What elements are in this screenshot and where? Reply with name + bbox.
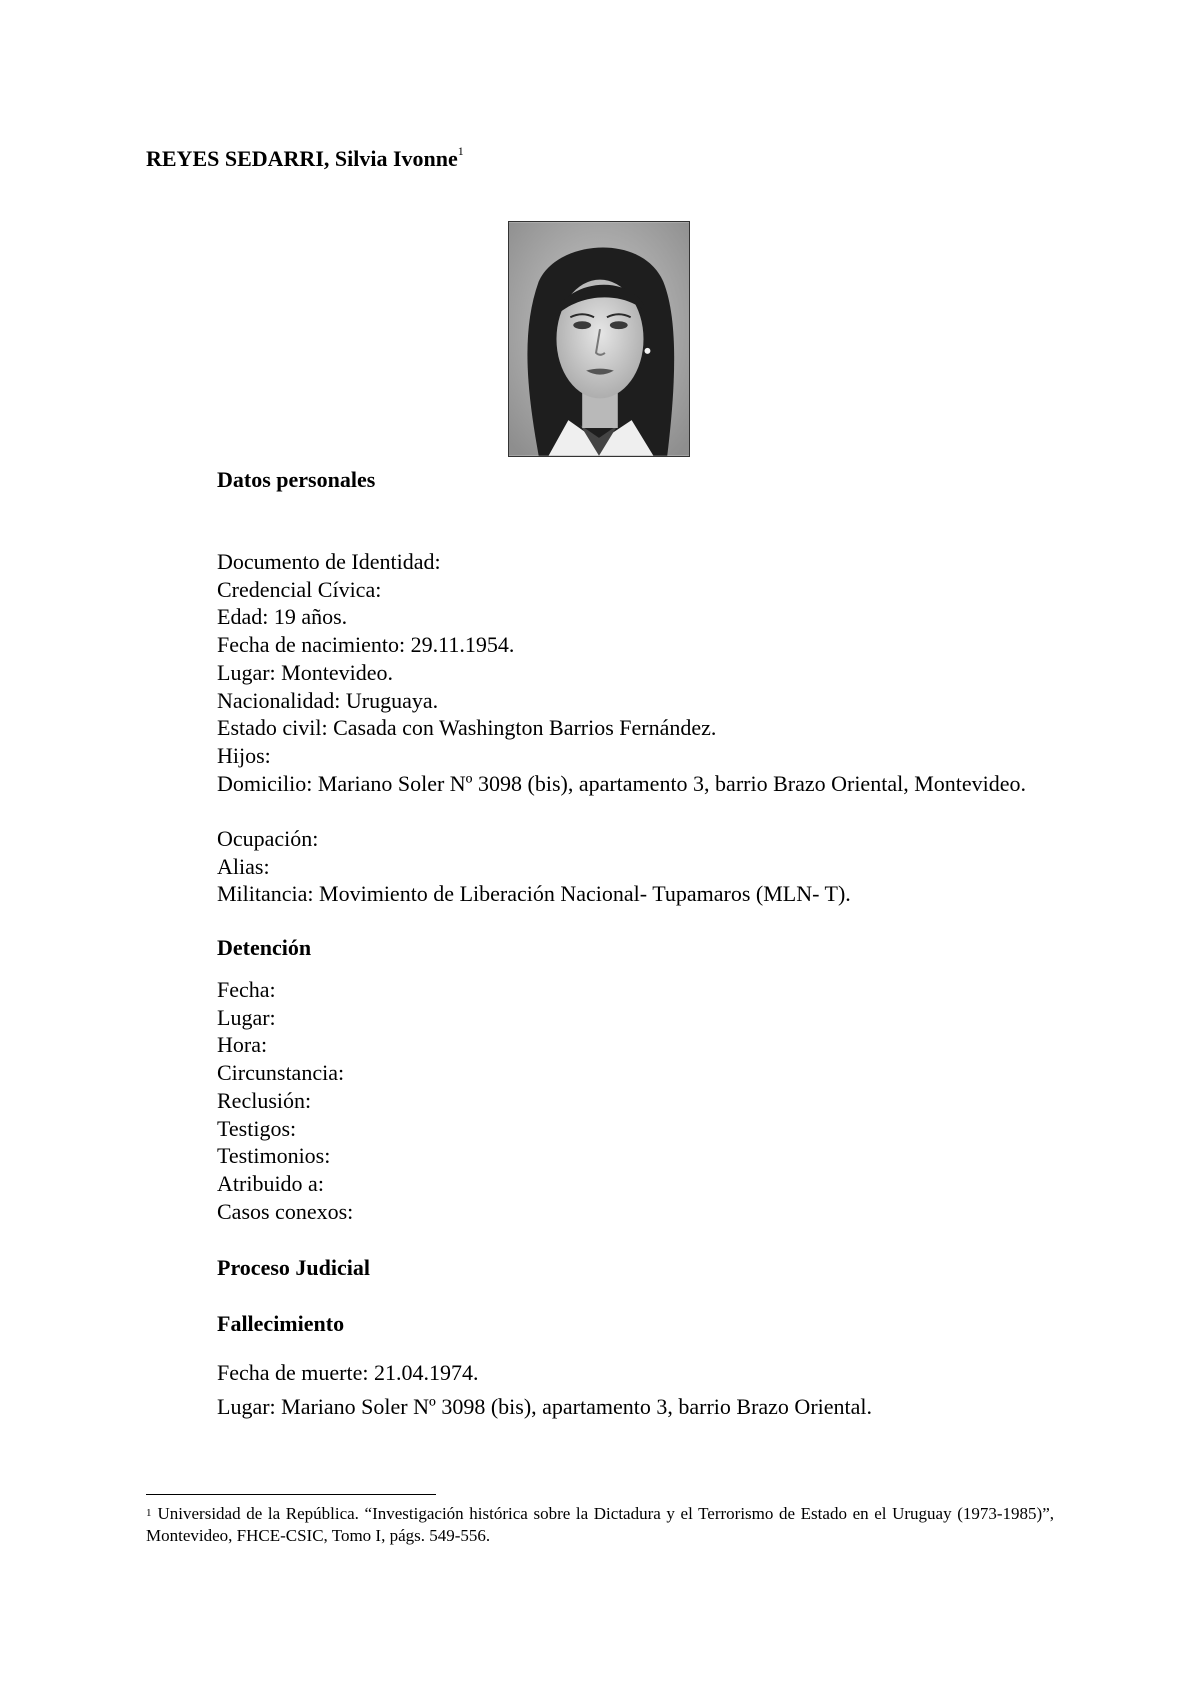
footnote xyxy=(146,1503,1054,1547)
portrait-image xyxy=(509,222,689,456)
field-lugar-detencion: Lugar: xyxy=(217,1004,276,1030)
field-documento-identidad: Documento de Identidad: xyxy=(217,549,441,574)
field-reclusion: Reclusión: xyxy=(217,1087,312,1113)
field-nacionalidad: Nacionalidad: Uruguaya. xyxy=(217,687,439,713)
field-credencial-civica: Credencial Cívica: xyxy=(217,576,382,602)
field-fecha-nacimiento: Fecha de nacimiento: 29.11.1954. xyxy=(217,632,515,658)
page-title xyxy=(146,146,464,172)
datos-personales-list xyxy=(217,548,1054,770)
field-militancia: Militancia: Movimiento de Liberación Nacional- Tupamaros (MLN- T). xyxy=(217,881,851,907)
field-lugar-muerte: Lugar: Mariano Soler Nº 3098 (bis), apartamento 3, barrio Brazo Oriental. xyxy=(217,1394,873,1419)
field-casos-conexos: Casos conexos: xyxy=(217,1198,354,1224)
field-testigos: Testigos: xyxy=(217,1115,297,1141)
portrait-photo xyxy=(508,221,690,457)
fallecimiento-list xyxy=(217,1356,1054,1424)
title-footnote-mark: 1 xyxy=(457,144,464,158)
section-heading-detencion: Detención xyxy=(217,935,312,960)
field-atribuido-a: Atribuido a: xyxy=(217,1170,324,1196)
field-testimonios: Testimonios: xyxy=(217,1143,331,1169)
field-edad: Edad: 19 años. xyxy=(217,604,348,630)
field-fecha-muerte: Fecha de muerte: 21.04.1974. xyxy=(217,1360,479,1385)
field-fecha: Fecha: xyxy=(217,977,276,1002)
field-hora: Hora: xyxy=(217,1032,268,1058)
field-hijos: Hijos: xyxy=(217,742,271,768)
footnote-mark: 1 xyxy=(146,1507,152,1519)
field-estado-civil: Estado civil: Casada con Washington Barrios Fernández. xyxy=(217,715,717,741)
footnote-separator xyxy=(146,1494,436,1495)
footnote-text: Universidad de la República. “Investigación histórica sobre la Dictadura y el Terrorismo de Estado en el Uruguay (1973-1985)”, Montevideo, FHCE-CSIC, Tomo I, págs. 549-556. xyxy=(146,1504,1054,1545)
title-text: REYES SEDARRI, Silvia Ivonne xyxy=(146,146,458,171)
field-ocupacion: Ocupación: xyxy=(217,826,319,851)
field-alias: Alias: xyxy=(217,853,270,879)
field-circunstancia: Circunstancia: xyxy=(217,1060,345,1086)
detencion-list xyxy=(217,976,1054,1225)
field-domicilio: Domicilio: Mariano Soler Nº 3098 (bis), apartamento 3, barrio Brazo Oriental, Montevideo. xyxy=(217,771,1027,796)
section-heading-datos-personales: Datos personales xyxy=(217,467,376,492)
section-heading-proceso-judicial: Proceso Judicial xyxy=(217,1255,370,1280)
field-lugar: Lugar: Montevideo. xyxy=(217,659,393,685)
section-heading-fallecimiento: Fallecimiento xyxy=(217,1311,345,1336)
datos-personales-list-cont xyxy=(217,825,1054,908)
